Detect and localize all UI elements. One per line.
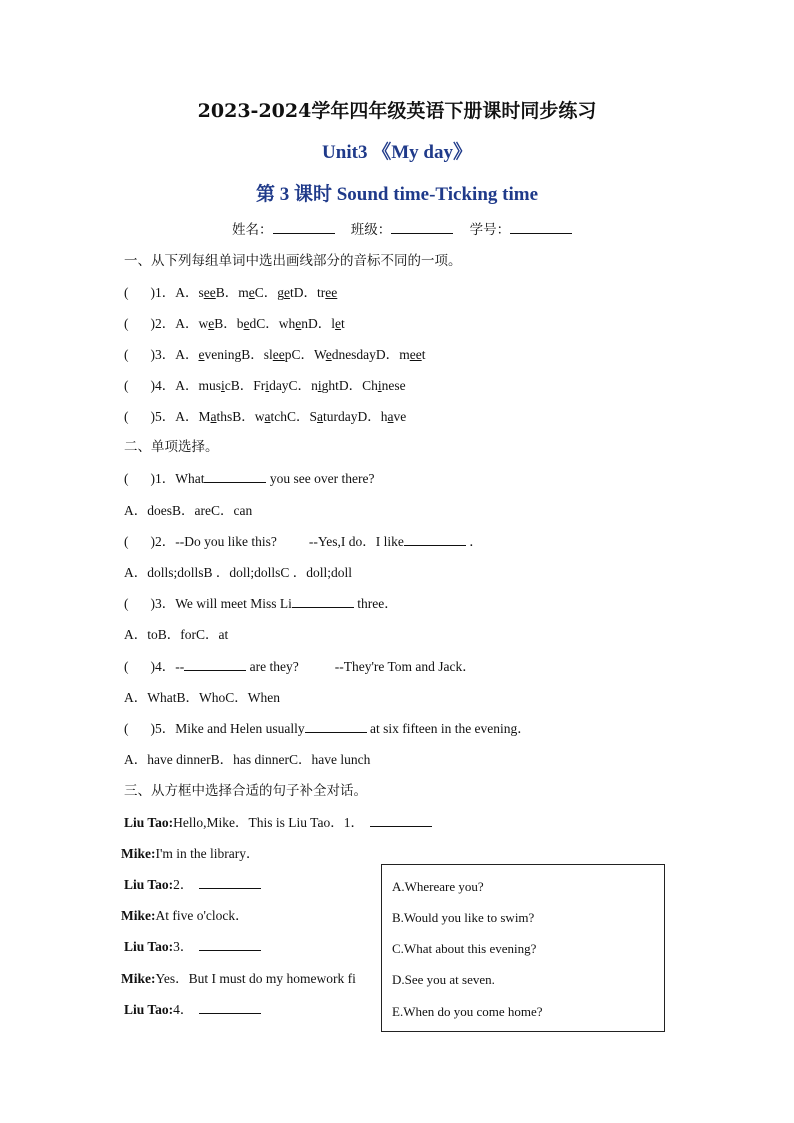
question-2-3-options: A．toB．forC．at <box>124 627 229 642</box>
name-label: 姓名： <box>232 222 273 238</box>
question-1-3: ( )3．A．eveningB．sleepC．WednesdayD．meet <box>124 347 426 362</box>
word-option: getD． <box>277 285 318 300</box>
speaker-label: Liu Tao: <box>124 1002 174 1017</box>
question-1-4: ( )4．A．musicB．FridayC．nightD．Chinese <box>124 378 406 393</box>
question-2-5-options: A．have dinnerB．has dinnerC．have lunch <box>124 752 371 767</box>
answer-blank[interactable] <box>404 533 466 546</box>
word-option: nightD． <box>311 378 363 393</box>
dialogue-line: Liu Tao:2． <box>124 873 261 893</box>
dialogue-line: Mike:At five o'clock． <box>121 908 249 923</box>
question-2-5: ( )5．Mike and Helen usually at six fifteen in the evening． <box>124 721 531 736</box>
option-d: D.See you at seven. <box>392 972 495 987</box>
question-2-4-options: A．WhatB．WhoC．When <box>124 690 280 705</box>
option-box <box>381 864 665 1032</box>
word-option: musicB． <box>198 378 254 393</box>
name-field[interactable] <box>273 221 335 234</box>
answer-blank[interactable] <box>204 470 266 483</box>
answer-blank[interactable] <box>199 1001 261 1014</box>
dialogue-line: Mike:Yes．But I must do my homework fi <box>121 971 356 986</box>
question-1-1: ( )1．A．seeB．meC．getD．tree <box>124 285 338 300</box>
answer-blank[interactable] <box>199 876 261 889</box>
speaker-label: Mike: <box>121 908 156 923</box>
lesson-title: 第 3 课时 Sound time-Ticking time <box>255 184 539 205</box>
answer-blank[interactable] <box>370 814 432 827</box>
question-1-2: ( )2．A．weB．bedC．whenD．let <box>124 316 345 331</box>
dialogue-line: Liu Tao:4． <box>124 998 261 1018</box>
word-option: bedC． <box>236 316 279 331</box>
answer-blank[interactable] <box>305 720 367 733</box>
unit-title: Unit3 《My day》 <box>322 142 472 163</box>
student-info-row <box>232 218 572 238</box>
word-option: weB． <box>198 316 237 331</box>
question-2-3: ( )3．We will meet Miss Li three． <box>124 596 398 611</box>
question-2-4: ( )4．-- are they? --They're Tom and Jack． <box>124 659 476 674</box>
word-option: sleepC． <box>263 347 315 362</box>
word-option: FridayC． <box>253 378 312 393</box>
speaker-label: Mike: <box>121 971 156 986</box>
speaker-label: Liu Tao: <box>124 939 174 954</box>
speaker-label: Liu Tao: <box>124 877 174 892</box>
word-option: Chinese <box>362 378 406 393</box>
option-a: A.Whereare you? <box>392 879 484 894</box>
section-1-heading: 一、从下列每组单词中选出画线部分的音标不同的一项。 <box>124 253 462 269</box>
word-option: MathsB． <box>198 409 255 424</box>
dialogue-line: Mike:I'm in the library． <box>121 846 260 861</box>
question-2-2: ( )2．--Do you like this? --Yes,I do．I like ． <box>124 534 483 549</box>
question-1-5: ( )5．A．MathsB．watchC．SaturdayD．have <box>124 409 407 424</box>
answer-blank[interactable] <box>292 595 354 608</box>
dialogue-line: Liu Tao:Hello,Mike．This is Liu Tao．1． <box>124 811 432 831</box>
word-option: meC． <box>238 285 278 300</box>
option-c: C.What about this evening? <box>392 941 537 956</box>
word-option: whenD． <box>278 316 332 331</box>
page-title: 2023-2024学年四年级英语下册课时同步练习 <box>197 100 597 122</box>
word-option: seeB． <box>198 285 239 300</box>
question-2-2-options: A．dolls;dollsB ．doll;dollsC ．doll;doll <box>124 565 353 580</box>
speaker-label: Mike: <box>121 846 156 861</box>
question-2-1-options: A．doesB．areC．can <box>124 503 253 518</box>
speaker-label: Liu Tao: <box>124 815 174 830</box>
answer-blank[interactable] <box>199 938 261 951</box>
dialogue-line: Liu Tao:3． <box>124 935 261 955</box>
id-label: 学号： <box>469 222 511 238</box>
class-field[interactable] <box>391 221 453 234</box>
answer-blank[interactable] <box>184 658 246 671</box>
class-label: 班级： <box>350 222 392 238</box>
id-field[interactable] <box>510 221 572 234</box>
word-option: meet <box>399 347 426 362</box>
word-option: SaturdayD． <box>309 409 381 424</box>
word-option: have <box>380 409 407 424</box>
option-b: B.Would you like to swim? <box>392 910 535 925</box>
word-option: WednesdayD． <box>314 347 400 362</box>
word-option: tree <box>317 285 338 300</box>
word-option: watchC． <box>254 409 310 424</box>
section-3-heading: 三、从方框中选择合适的句子补全对话。 <box>124 783 367 799</box>
question-2-1: ( )1．What you see over there? <box>124 471 375 486</box>
section-2-heading: 二、单项选择。 <box>124 439 219 455</box>
word-option: eveningB． <box>198 347 264 362</box>
word-option: let <box>331 316 345 331</box>
option-e: E.When do you come home? <box>392 1004 543 1019</box>
